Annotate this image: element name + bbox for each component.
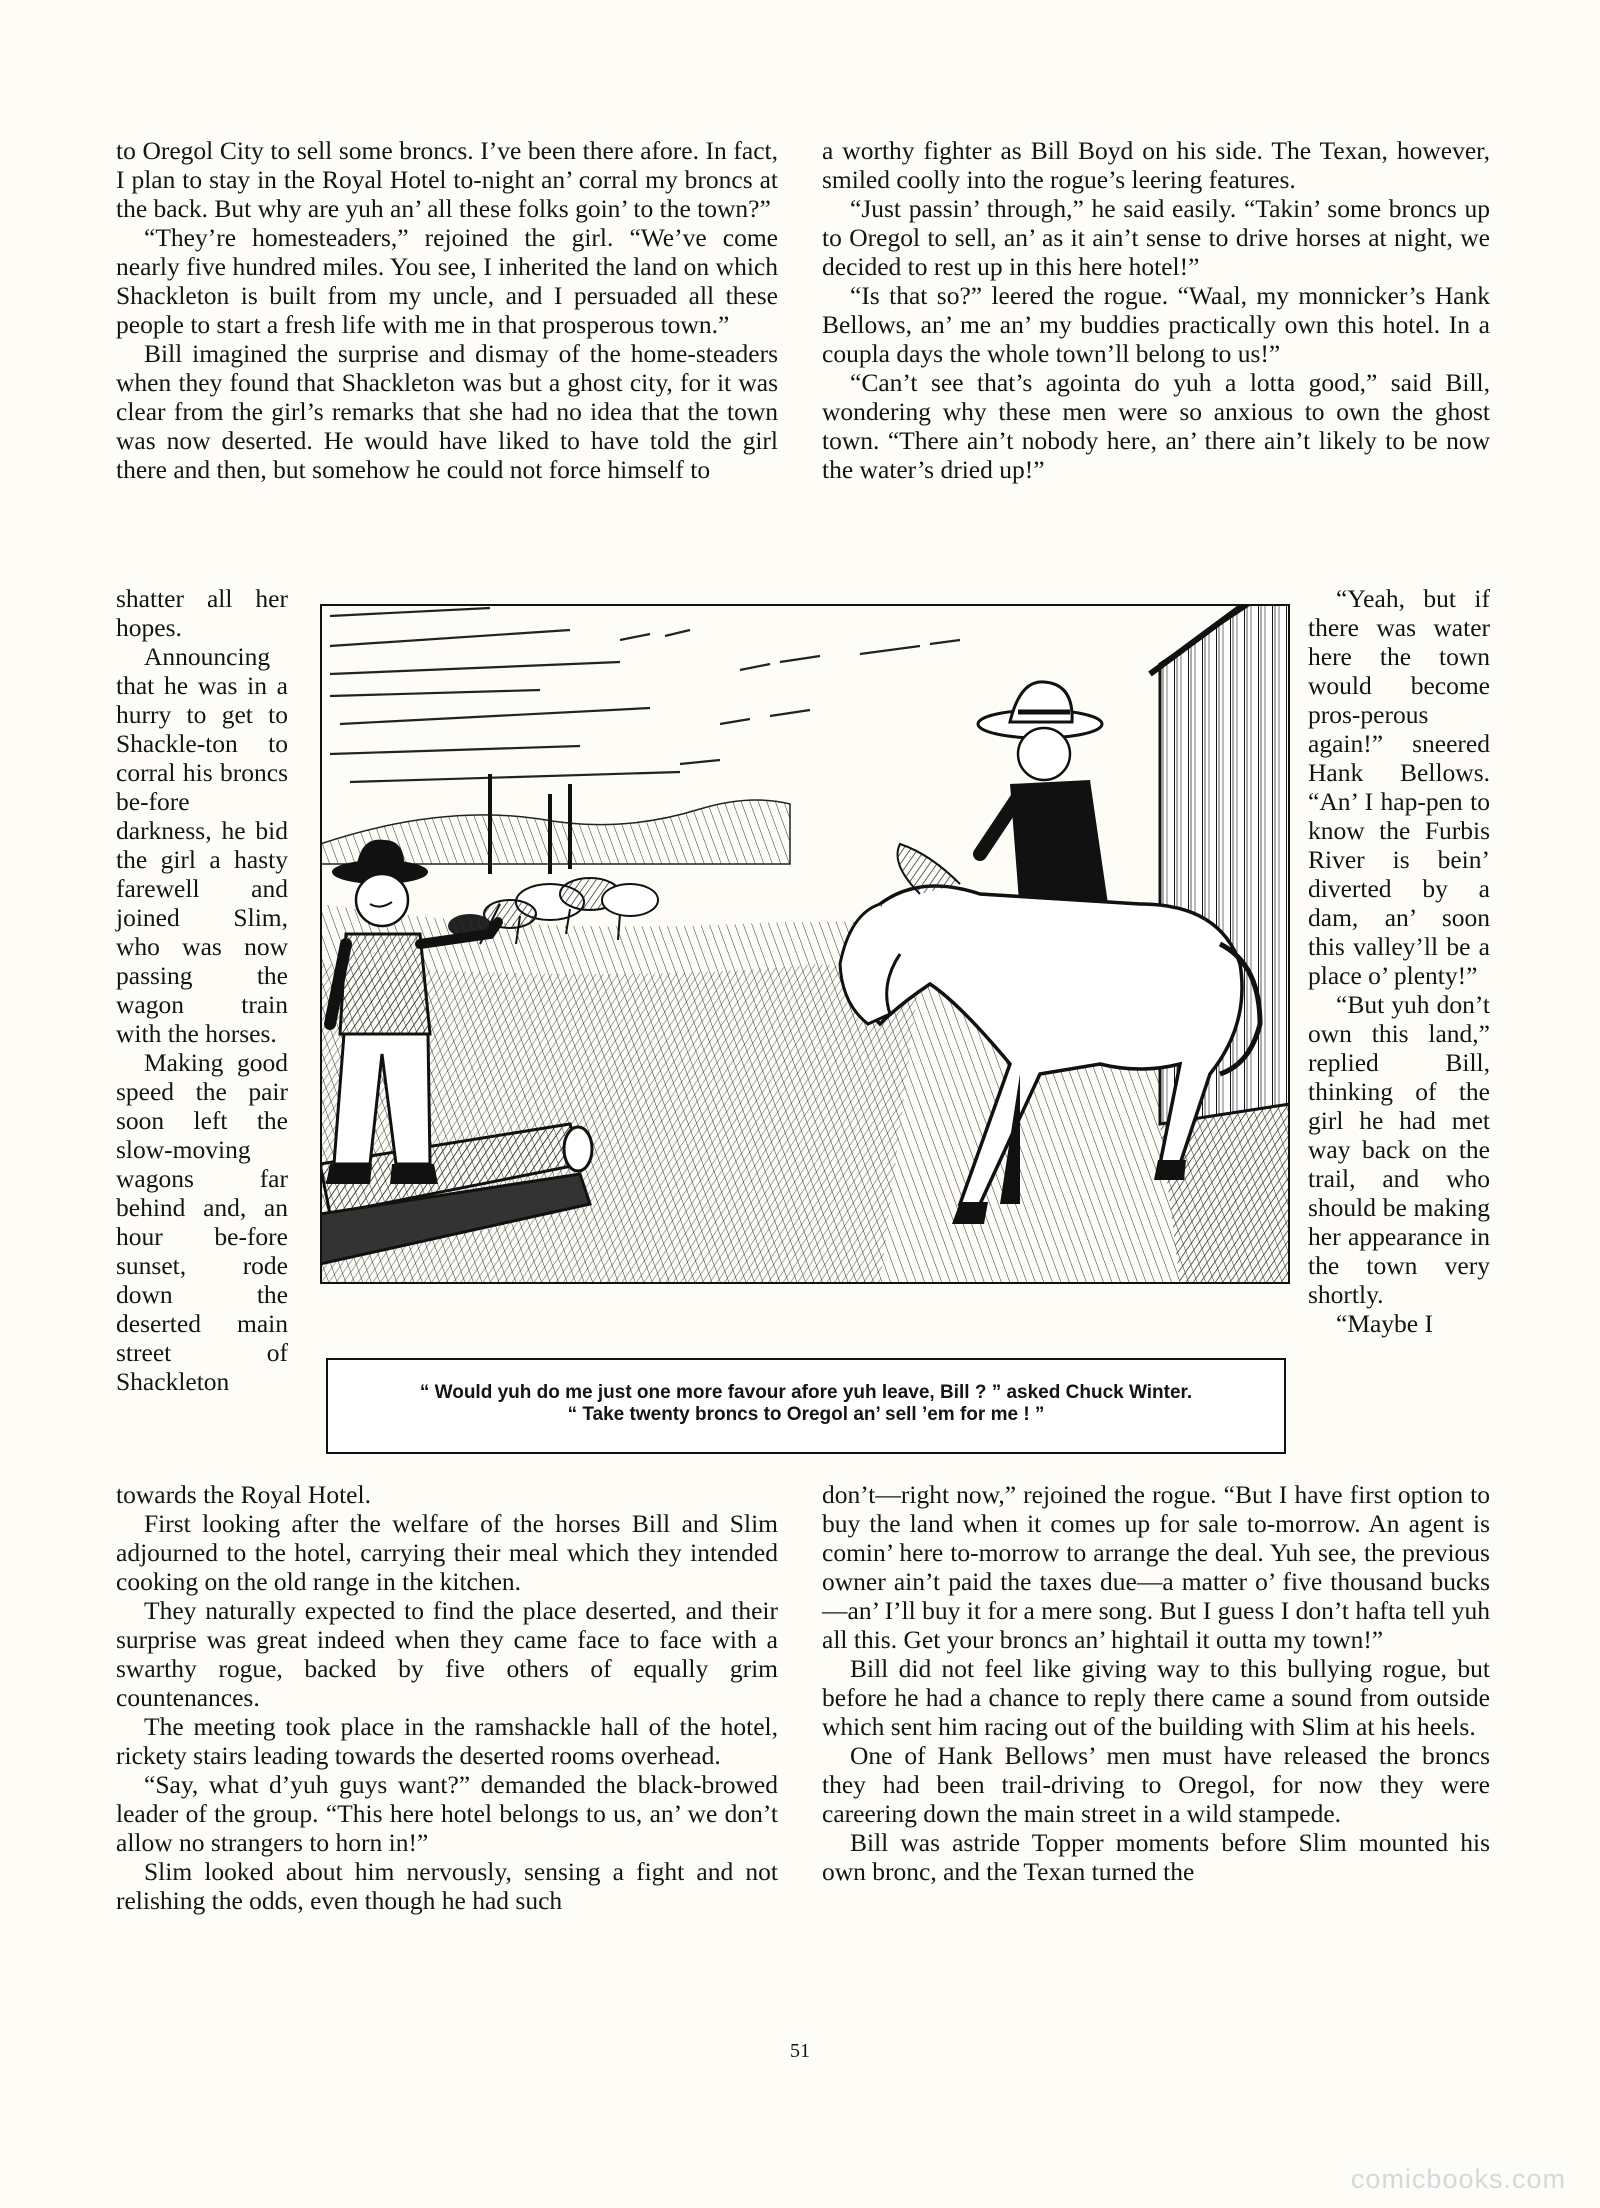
text-column-bottom-left: [116, 1480, 778, 1915]
story-paragraph: Announcing that he was in a hurry to get to Shackle-ton to corral his broncs be-fore darkness, he bid the girl a hasty farewell and joined Slim, who was now passing the wagon train with the horses.: [116, 642, 288, 1048]
story-paragraph: don’t—right now,” rejoined the rogue. “But I have first option to buy the land when it comes up for sale to-morrow. An agent is comin’ here to-morrow to arrange the deal. Yuh see, the previous owner ain’t paid the taxes due—a matter o’ five thousand bucks—an’ I’ll buy it for a mere song. But I guess I don’t hafta tell yuh all this. Get your broncs an’ hightail it outta my town!”: [822, 1480, 1490, 1654]
story-paragraph: a worthy fighter as Bill Boyd on his side. The Texan, however, smiled coolly into the rogue’s leering features.: [822, 136, 1490, 194]
text-column-top-right: [822, 136, 1490, 484]
story-paragraph: shatter all her hopes.: [116, 584, 288, 642]
text-column-wrap-left: [116, 584, 288, 1396]
story-paragraph: towards the Royal Hotel.: [116, 1480, 371, 1509]
story-paragraph: “Is that so?” leered the rogue. “Waal, my monnicker’s Hank Bellows, an’ me an’ my buddies practically own this hotel. In a coupla days the whole town’ll belong to us!”: [822, 281, 1490, 368]
story-paragraph: They naturally expected to find the place deserted, and their surprise was great indeed when they came face to face with a swarthy rogue, backed by five others of equally grim countenances.: [116, 1596, 778, 1712]
story-paragraph: “Just passin’ through,” he said easily. “Takin’ some broncs up to Oregol to sell, an’ as it ain’t sense to drive horses at night, we decided to rest up in this here hotel!”: [822, 194, 1490, 281]
sky-streaks: [330, 608, 960, 782]
story-paragraph: “Can’t see that’s agointa do yuh a lotta good,” said Bill, wondering why these men were so anxious to own the ghost town. “There ain’t nobody here, an’ there ain’t likely to be now the water’s dried up!”: [822, 368, 1490, 484]
story-paragraph: The meeting took place in the ramshackle hall of the hotel, rickety stairs leading towards the deserted rooms overhead.: [116, 1712, 778, 1770]
illustration-drawing: [320, 604, 1290, 1284]
site-watermark: comicbooks.com: [1350, 2164, 1566, 2194]
story-paragraph: One of Hank Bellows’ men must have released the broncs they had been trail-driving to Oregol, for now they were careering down the main street in a wild stampede.: [822, 1741, 1490, 1828]
story-paragraph: “Yeah, but if there was water here the town would become pros-perous again!” sneered Hank Bellows. “An’ I hap-pen to know the Furbis River is bein’ diverted by a dam, an’ soon this valley’ll be a place o’ plenty!”: [1308, 584, 1490, 990]
story-paragraph: Slim looked about him nervously, sensing a fight and not relishing the odds, even though he had such: [116, 1857, 778, 1915]
caption-line-1: “ Would yuh do me just one more favour afore yuh leave, Bill ? ” asked Chuck Winter.: [419, 1382, 1193, 1403]
story-paragraph: “They’re homesteaders,” rejoined the girl. “We’ve come nearly five hundred miles. You see, I inherited the land on which Shackleton is built from my uncle, and I persuaded all these people to start a fresh life with me in that prosperous town.”: [116, 223, 778, 339]
text-column-wrap-right: [1308, 584, 1490, 1338]
illustration-caption: [326, 1358, 1286, 1454]
story-paragraph: Bill was astride Topper moments before Slim mounted his own bronc, and the Texan turned the: [822, 1828, 1490, 1886]
story-paragraph: to Oregol City to sell some broncs. I’ve been there afore. In fact, I plan to stay in the Royal Hotel to-night an’ corral my broncs at the back. But why are yuh an’ all these folks goin’ to the town?”: [116, 136, 778, 223]
story-paragraph: Making good speed the pair soon left the slow-moving wagons far behind and, an hour be-fore sunset, rode down the deserted main street of Shackleton: [116, 1048, 288, 1396]
story-illustration: [320, 604, 1290, 1284]
story-paragraph: First looking after the welfare of the horses Bill and Slim adjourned to the hotel, carrying their meal which they intended cooking on the old range in the kitchen.: [116, 1509, 778, 1596]
page-number: 51: [790, 2040, 810, 2062]
story-paragraph: “Say, what d’yuh guys want?” demanded the black-browed leader of the group. “This here hotel belongs to us, an’ we don’t allow no strangers to horn in!”: [116, 1770, 778, 1857]
text-column-bottom-right: [822, 1480, 1490, 1886]
story-paragraph: Bill imagined the surprise and dismay of the home-steaders when they found that Shackleton was but a ghost city, for it was clear from the girl’s remarks that she had no idea that the town was now deserted. He would have liked to have told the girl there and then, but somehow he could not force himself to: [116, 339, 778, 484]
story-paragraph: “But yuh don’t own this land,” replied Bill, thinking of the girl he had met way back on the trail, and who should be making her appearance in the town very shortly.: [1308, 990, 1490, 1309]
text-column-top-left: [116, 136, 778, 484]
story-paragraph: Bill did not feel like giving way to this bullying rogue, but before he had a chance to reply there came a sound from outside which sent him racing out of the building with Slim at his heels.: [822, 1654, 1490, 1741]
caption-line-2: “ Take twenty broncs to Oregol an’ sell ’em for me ! ”: [567, 1404, 1045, 1425]
story-paragraph: “Maybe I: [1336, 1309, 1433, 1338]
